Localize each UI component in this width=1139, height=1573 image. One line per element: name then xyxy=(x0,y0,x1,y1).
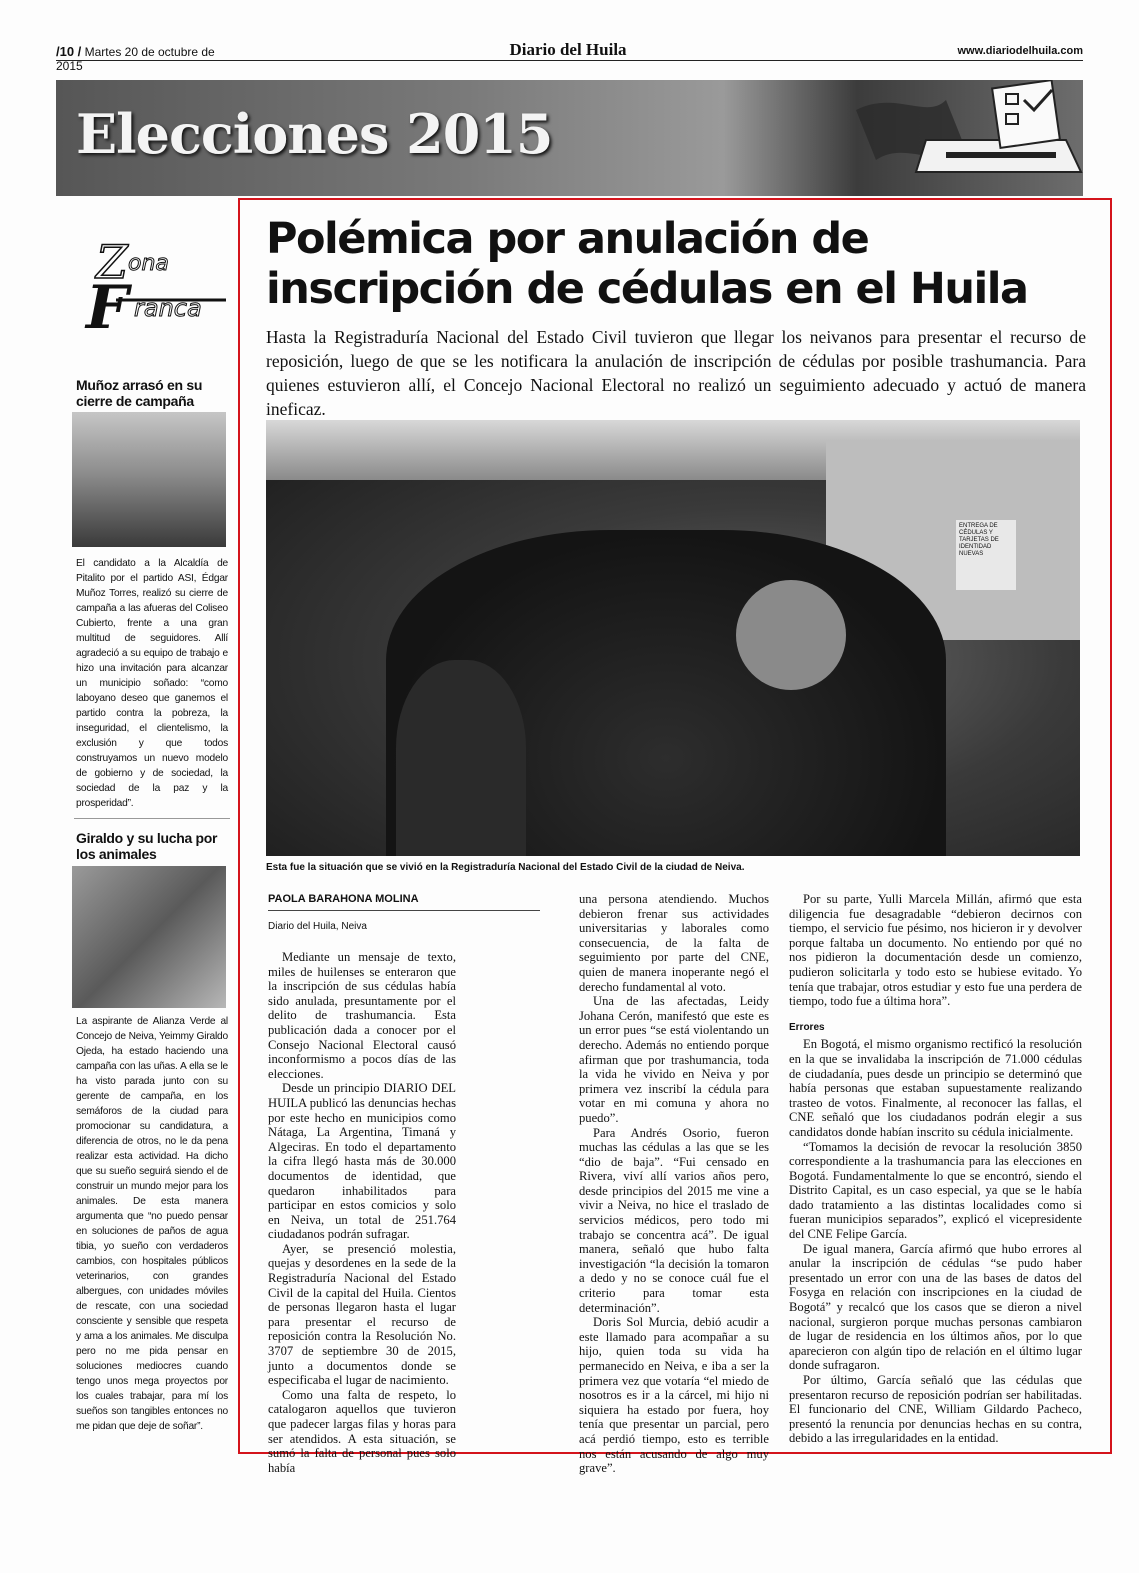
paragraph: Una de las afectadas, Leidy Johana Cerón, manifestó que este es un error pues “se está violentando un derecho. Además no entiendo porque afirman que por trashumancia, toda la vida he vivido en Neiva y por primera vez inscribí la cédula para votar en mi comuna y ahora no puedo”. xyxy=(579,994,769,1125)
registry-sign: ENTREGA DE CÉDULAS Y TARJETAS DE IDENTIDAD NUEVAS xyxy=(956,520,1016,590)
paragraph: Mediante un mensaje de texto, miles de huilenses se enteraron que la inscripción de sus cédulas había sido anulada, presuntamente por el delito de trashumancia. Esta publicación dada a conocer por el Consejo Nacional Electoral causó inconformismo a pocos días de las elecciones. xyxy=(268,950,456,1081)
svg-text:Z: Z xyxy=(96,238,128,289)
paragraph: una persona atendiendo. Muchos debieron frenar sus actividades universitarias y laborales como consecuencia, de la falta de seguimiento por parte del CNE, quien de manera inoperante negó el derecho fundamental al voto. xyxy=(579,892,769,994)
paragraph: Ayer, se presenció molestia, quejas y desordenes en la sede de la Registraduría Nacional del Estado Civil de la capital del Huila. Cientos de personas llegaron hasta el lugar para presentar el recurso de reposición contra la Resolución No. 3707 de septiembre 30 de 2015, junto a documentos donde se especificaba el lugar de nacimiento. xyxy=(268,1241,456,1388)
section-banner xyxy=(56,80,1083,196)
paragraph: “Tomamos la decisión de revocar la resolución 3850 correspondiente a la trashumancia para las elecciones en Bogotá. Fundamentalmente lo que se encontró, siendo el Distrito Capital, es un caso especial, ya que se le había dado tratamiento a las distintas localidades como si fueran municipios separados”, explicó el vicepresidente del CNE Felipe García. xyxy=(789,1139,1082,1242)
svg-text:F: F xyxy=(86,273,129,343)
masthead: Diario del Huila xyxy=(509,40,627,59)
sidebar-body-giraldo: La aspirante de Alianza Verde al Concejo de Neiva, Yeimmy Giraldo Ojeda, ha estado haciendo una campaña con las uñas. A ella se le ha visto parada junto con su gerente de campaña, en los semáforos de la ciudad para promocionar su candidatura, a diferencia de otros, no le da pena realizar esta actividad. Ha dicho que su sueño seguirá siendo el de construir un mundo mejor para los animales. De esta manera argumenta que “no puedo pensar en soluciones de paños de agua tibia, yo sueño con verdaderos cambios, con hospitales públicos veterinarios, con grandes albergues, con unidades móviles de rescate, con una sociedad consciente y sensible que respeta y ama a los animales. Me disculpa pero no me pida pensar en soluciones mediocres cuando tengo unos mega proyectos por los cuales trabajar, para mí los sueños son tangibles entonces no me pidan que deje de soñar”. xyxy=(76,1016,228,1432)
candidate-portrait-photo xyxy=(72,866,226,1008)
campaign-rally-photo xyxy=(72,412,226,547)
logo-text-bottom: ranca xyxy=(134,294,202,322)
paragraph: Doris Sol Murcia, debió acudir a este llamado para acompañar a su hijo, quien toda su vida ha permanecido en Neiva, e iba a ser la primera vez que votaría “el miedo de nosotros es ir a la cárcel, mi hijo ni siquiera ha estado por fuera, hoy tenía que presentar un parcial, pero acá perdió tiempo, esto es terrible nos están acusando de algo muy grave”. xyxy=(579,1315,769,1476)
subhead: Errores xyxy=(789,1021,825,1033)
website-link[interactable]: www.diariodelhuila.com xyxy=(957,45,1083,57)
sidebar-body-munoz: El candidato a la Alcaldía de Pitalito por el partido ASI, Édgar Muñoz Torres, realizó su cierre de campaña a las afueras del Coliseo Cubierto, frente a una gran multitud de seguidores. Allí agradeció a su equipo de trabajo e hizo una invitación para alcanzar un municipio soñado: “como laboyano deseo que ganemos el partido contra la pobreza, la inseguridad, el clientelismo, la exclusión y que todos construyamos un nuevo modelo de gobierno y de sociedad, la sociedad de la paz y la prosperidad”. xyxy=(76,558,228,809)
paragraph: Para Andrés Osorio, fueron muchas las cédulas a las que se les “dio de baja”. “Fui censado en Rivera, viví allí varios años pero, desde principios del 2015 me vine a vivir a Neiva, no hice el traslado de servicios médicos, pero todo mi trabajo se concentra acá”. De igual manera, señaló que hubo falta investigación “la decisión la tomaron a dedo y no se conoce cuál fue el criterio para tomar esta determinación”. xyxy=(579,1125,769,1315)
article-lede: Hasta la Registraduría Nacional del Estado Civil tuvieron que llegar los neivanos para presentar el recurso de reposición, luego de que se les notificara la anulación de inscripción de cédulas por posible trashumancia. Para quienes estuvieron allí, el Concejo Nacional Electoral no realizó un seguimiento adecuado y actuó de manera ineficaz. xyxy=(266,327,1086,419)
man-with-glasses xyxy=(736,580,846,690)
photo-caption: Esta fue la situación que se vivió en la Registraduría Nacional del Estado Civil de la ciudad de Neiva. xyxy=(266,862,745,873)
page-number: /10 / xyxy=(56,44,82,59)
byline: PAOLA BARAHONA MOLINA xyxy=(268,893,419,905)
article-column-3 xyxy=(789,892,1082,1446)
byline-rule xyxy=(268,910,540,911)
dateline: Diario del Huila, Neiva xyxy=(268,921,367,932)
article-headline: Polémica por anulación de inscripción de cédulas en el Huila xyxy=(266,214,1028,314)
paragraph: Como una falta de respeto, lo catalogaron aquellos que tuvieron que padecer largas filas y horas para ser atendidos. A esta situación, se sumó la falta de personal pues solo había xyxy=(268,1387,456,1475)
ballot-box-icon xyxy=(856,80,1083,196)
paragraph: Por su parte, Yulli Marcela Millán, afirmó que esta diligencia fue desagradable “debieron decirnos con tiempo, el servicio fue pésimo, nos hicieron ir y devolver porque faltaba un documento. No entiendo por qué no nos pidieron la documentación desde un comienzo, pudieron solicitarla y todo esto se hubiese evitado. Yo tenía que trabajar, otros estudiar y esto fue una perdera de tiempo, todo fue a última hora”. xyxy=(789,892,1082,1009)
logo-text-top: ona xyxy=(128,251,169,276)
sidebar-headline-munoz: Muñoz arrasó en su cierre de campaña xyxy=(76,377,203,409)
registry-crowd-photo xyxy=(266,420,1080,856)
header-rule xyxy=(56,60,1083,61)
paragraph: Por último, García señaló que las cédulas que presentaron recurso de reposición podrían ser habilitadas. El funcionario del CNE, William Gildardo Pacheco, presentó la renuncia por denuncias hechas en su contra, debido a las irregularidades en la entidad. xyxy=(789,1373,1082,1446)
crowd-figure xyxy=(396,660,526,856)
sidebar-headline-giraldo: Giraldo y su lucha por los animales xyxy=(76,830,218,862)
paragraph: En Bogotá, el mismo organismo rectificó la resolución en la que se invalidaba la inscripción de 71.000 cédulas de ciudadanía, pues desde un principio se determinó que había personas que estaban supuestamente realizando trasteo de votos. Finalmente, al reconocer las fallas, el CNE señaló que los ciudadanos podrán elegir a sus candidatos donde habían inscrito su cédula inicialmente. xyxy=(789,1037,1082,1139)
sidebar-divider xyxy=(74,818,230,819)
article-column-1 xyxy=(268,950,456,1475)
paragraph: De igual manera, García afirmó que hubo errores al anular la inscripción de cédulas “se pudo haber presentado un error con una de las bases de datos del Fosyga en relación con inscripciones en la ciudad de Bogotá” y recalcó que los casos que se dieron a nivel nacional, surgieron porque muchas personas cambiaron de lugar de residencia en los últimos años, por lo que aparecieron con algún tipo de relación en el último lugar donde sufragaron. xyxy=(789,1241,1082,1373)
issue-date: Martes 20 de octubre de 2015 xyxy=(56,45,215,73)
article-column-2 xyxy=(579,892,769,1476)
page-folio xyxy=(56,44,236,73)
zona-franca-logo xyxy=(76,238,234,358)
section-title: Elecciones 2015 xyxy=(76,102,553,166)
paragraph: Desde un principio DIARIO DEL HUILA publicó las denuncias hechas por este hecho en municipios como Nátaga, La Argentina, Timaná y Algeciras. En todo el departamento la cifra llegó hasta más de 30.000 documentos de identidad, que quedaron inhabilitados para participar en estos comicios y solo en Neiva, un total de 251.764 ciudadanos podrán sufragar. xyxy=(268,1081,456,1242)
